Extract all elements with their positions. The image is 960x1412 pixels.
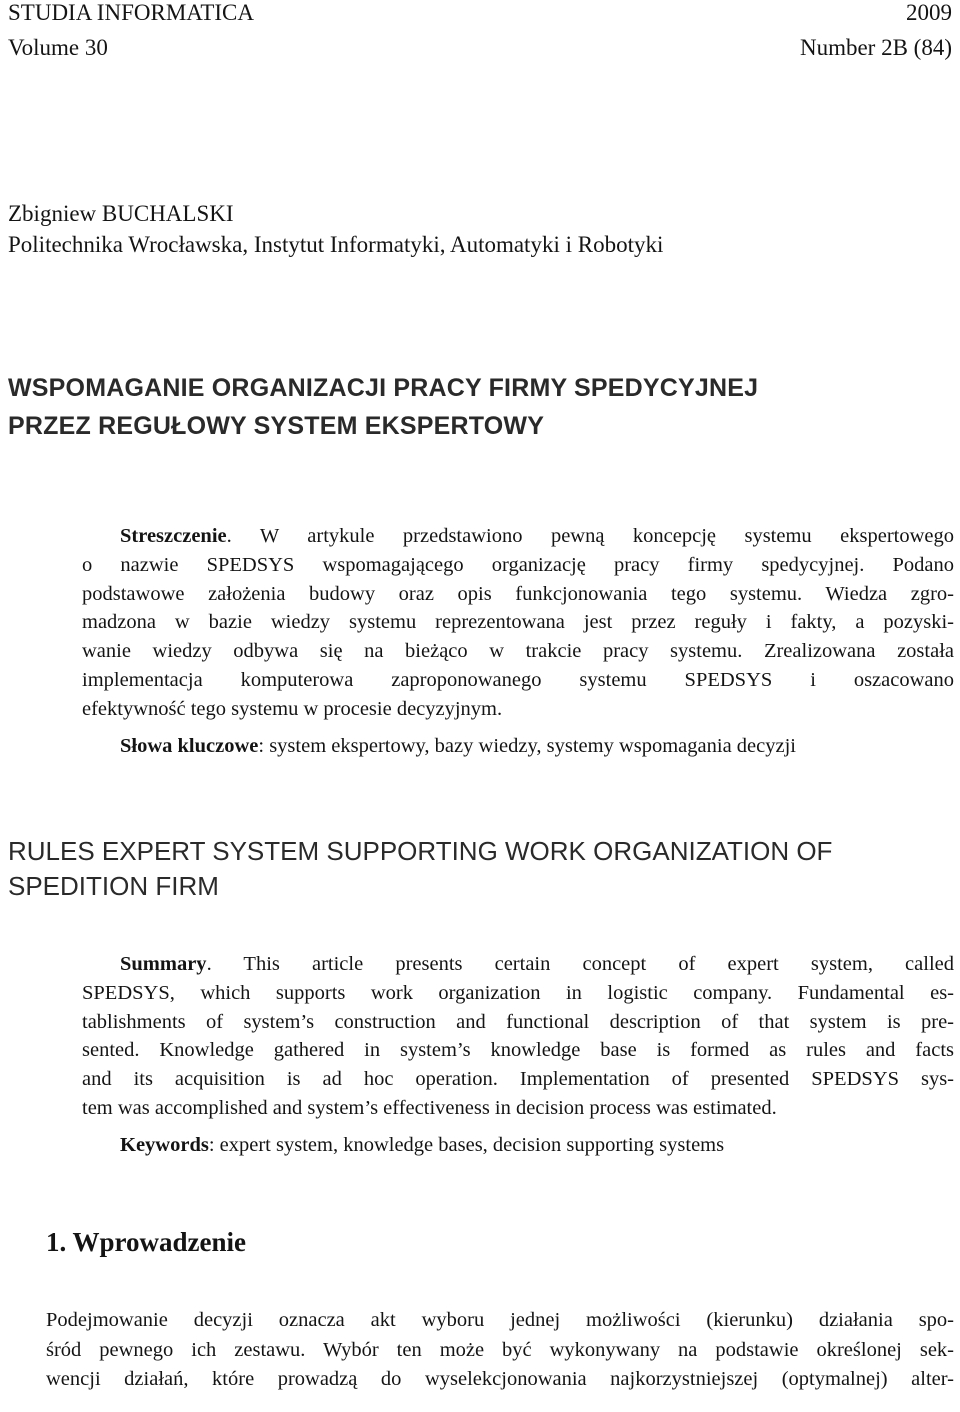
abstract-polish-label: Streszczenie: [120, 525, 227, 547]
abstract-polish-line-7: efektywność tego systemu w procesie decyzyjnym.: [82, 697, 503, 720]
keywords-polish-label: Słowa kluczowe: [120, 735, 259, 757]
abstract-polish: [82, 522, 954, 724]
title-english-line-2: SPEDITION FIRM: [8, 871, 219, 901]
keywords-polish-text: : system ekspertowy, bazy wiedzy, systemy wspomagania decyzji: [258, 735, 796, 757]
journal-year: 2009: [906, 0, 952, 25]
abstract-polish-line-4: madzona w bazie wiedzy systemu reprezentowana jest przez reguły i fakty, a pozyski-: [82, 611, 954, 634]
keywords-polish: [120, 732, 796, 760]
abstract-english-line-2: SPEDSYS, which supports work organization in logistic company. Fundamental es-: [82, 981, 954, 1004]
abstract-polish-line-6: implementacja komputerowa zaproponowanego systemu SPEDSYS i oszacowano: [82, 668, 954, 691]
journal-name: STUDIA INFORMATICA: [8, 0, 254, 25]
abstract-english-line-6: tem was accomplished and system’s effectiveness in decision process was estimated.: [82, 1096, 777, 1119]
title-polish-line-2: PRZEZ REGUŁOWY SYSTEM EKSPERTOWY: [8, 412, 545, 440]
keywords-english-text: : expert system, knowledge bases, decision supporting systems: [208, 1134, 725, 1156]
abstract-english-line-1: Summary. This article presents certain concept of expert system, called: [120, 953, 954, 975]
journal-volume: Volume 30: [8, 35, 108, 60]
journal-number: Number 2B (84): [799, 35, 952, 60]
abstract-polish-line-3: podstawowe założenia budowy oraz opis funkcjonowania tego systemu. Wiedza zgro-: [82, 582, 954, 605]
abstract-polish-line-5: wanie wiedzy odbywa się na bieżąco w trakcie pracy systemu. Zrealizowana została: [82, 640, 954, 663]
author-affiliation: Politechnika Wrocławska, Instytut Informatyki, Automatyki i Robotyki: [8, 232, 664, 257]
section-body-line-3: wencji działań, które prowadzą do wyselekcjonowania najkorzystniejszej (optymalnej) alter-: [46, 1368, 954, 1390]
keywords-english: [120, 1131, 724, 1159]
section-heading: 1. Wprowadzenie: [46, 1227, 247, 1257]
abstract-english-line-3: tablishments of system’s construction and functional description of that system is pre-: [82, 1010, 954, 1033]
title-english-line-1: RULES EXPERT SYSTEM SUPPORTING WORK ORGANIZATION OF: [8, 836, 833, 866]
abstract-english: [82, 950, 954, 1123]
abstract-english-line-5: and its acquisition is ad hoc operation. Implementation of presented SPEDSYS sys-: [82, 1068, 954, 1091]
abstract-polish-line-1: Streszczenie. W artykule przedstawiono pewną koncepcję systemu ekspertowego: [120, 525, 954, 547]
section-body: [46, 1306, 954, 1395]
section-body-line-1: Podejmowanie decyzji oznacza akt wyboru jednej możliwości (kierunku) działania spo-: [46, 1309, 954, 1331]
keywords-english-label: Keywords: [120, 1134, 209, 1156]
title-polish-line-1: WSPOMAGANIE ORGANIZACJI PRACY FIRMY SPEDYCYJNEJ: [8, 374, 759, 402]
abstract-polish-line-2: o nazwie SPEDSYS wspomagającego organizację pracy firmy spedycyjnej. Podano: [82, 553, 954, 576]
section-body-line-2: śród pewnego ich zestawu. Wybór ten może być wykonywany na podstawie określonej sek-: [46, 1338, 954, 1361]
abstract-english-label: Summary: [120, 953, 207, 975]
abstract-english-line-4: sented. Knowledge gathered in system’s knowledge base is formed as rules and facts: [82, 1039, 954, 1062]
author-name: Zbigniew BUCHALSKI: [8, 201, 234, 226]
